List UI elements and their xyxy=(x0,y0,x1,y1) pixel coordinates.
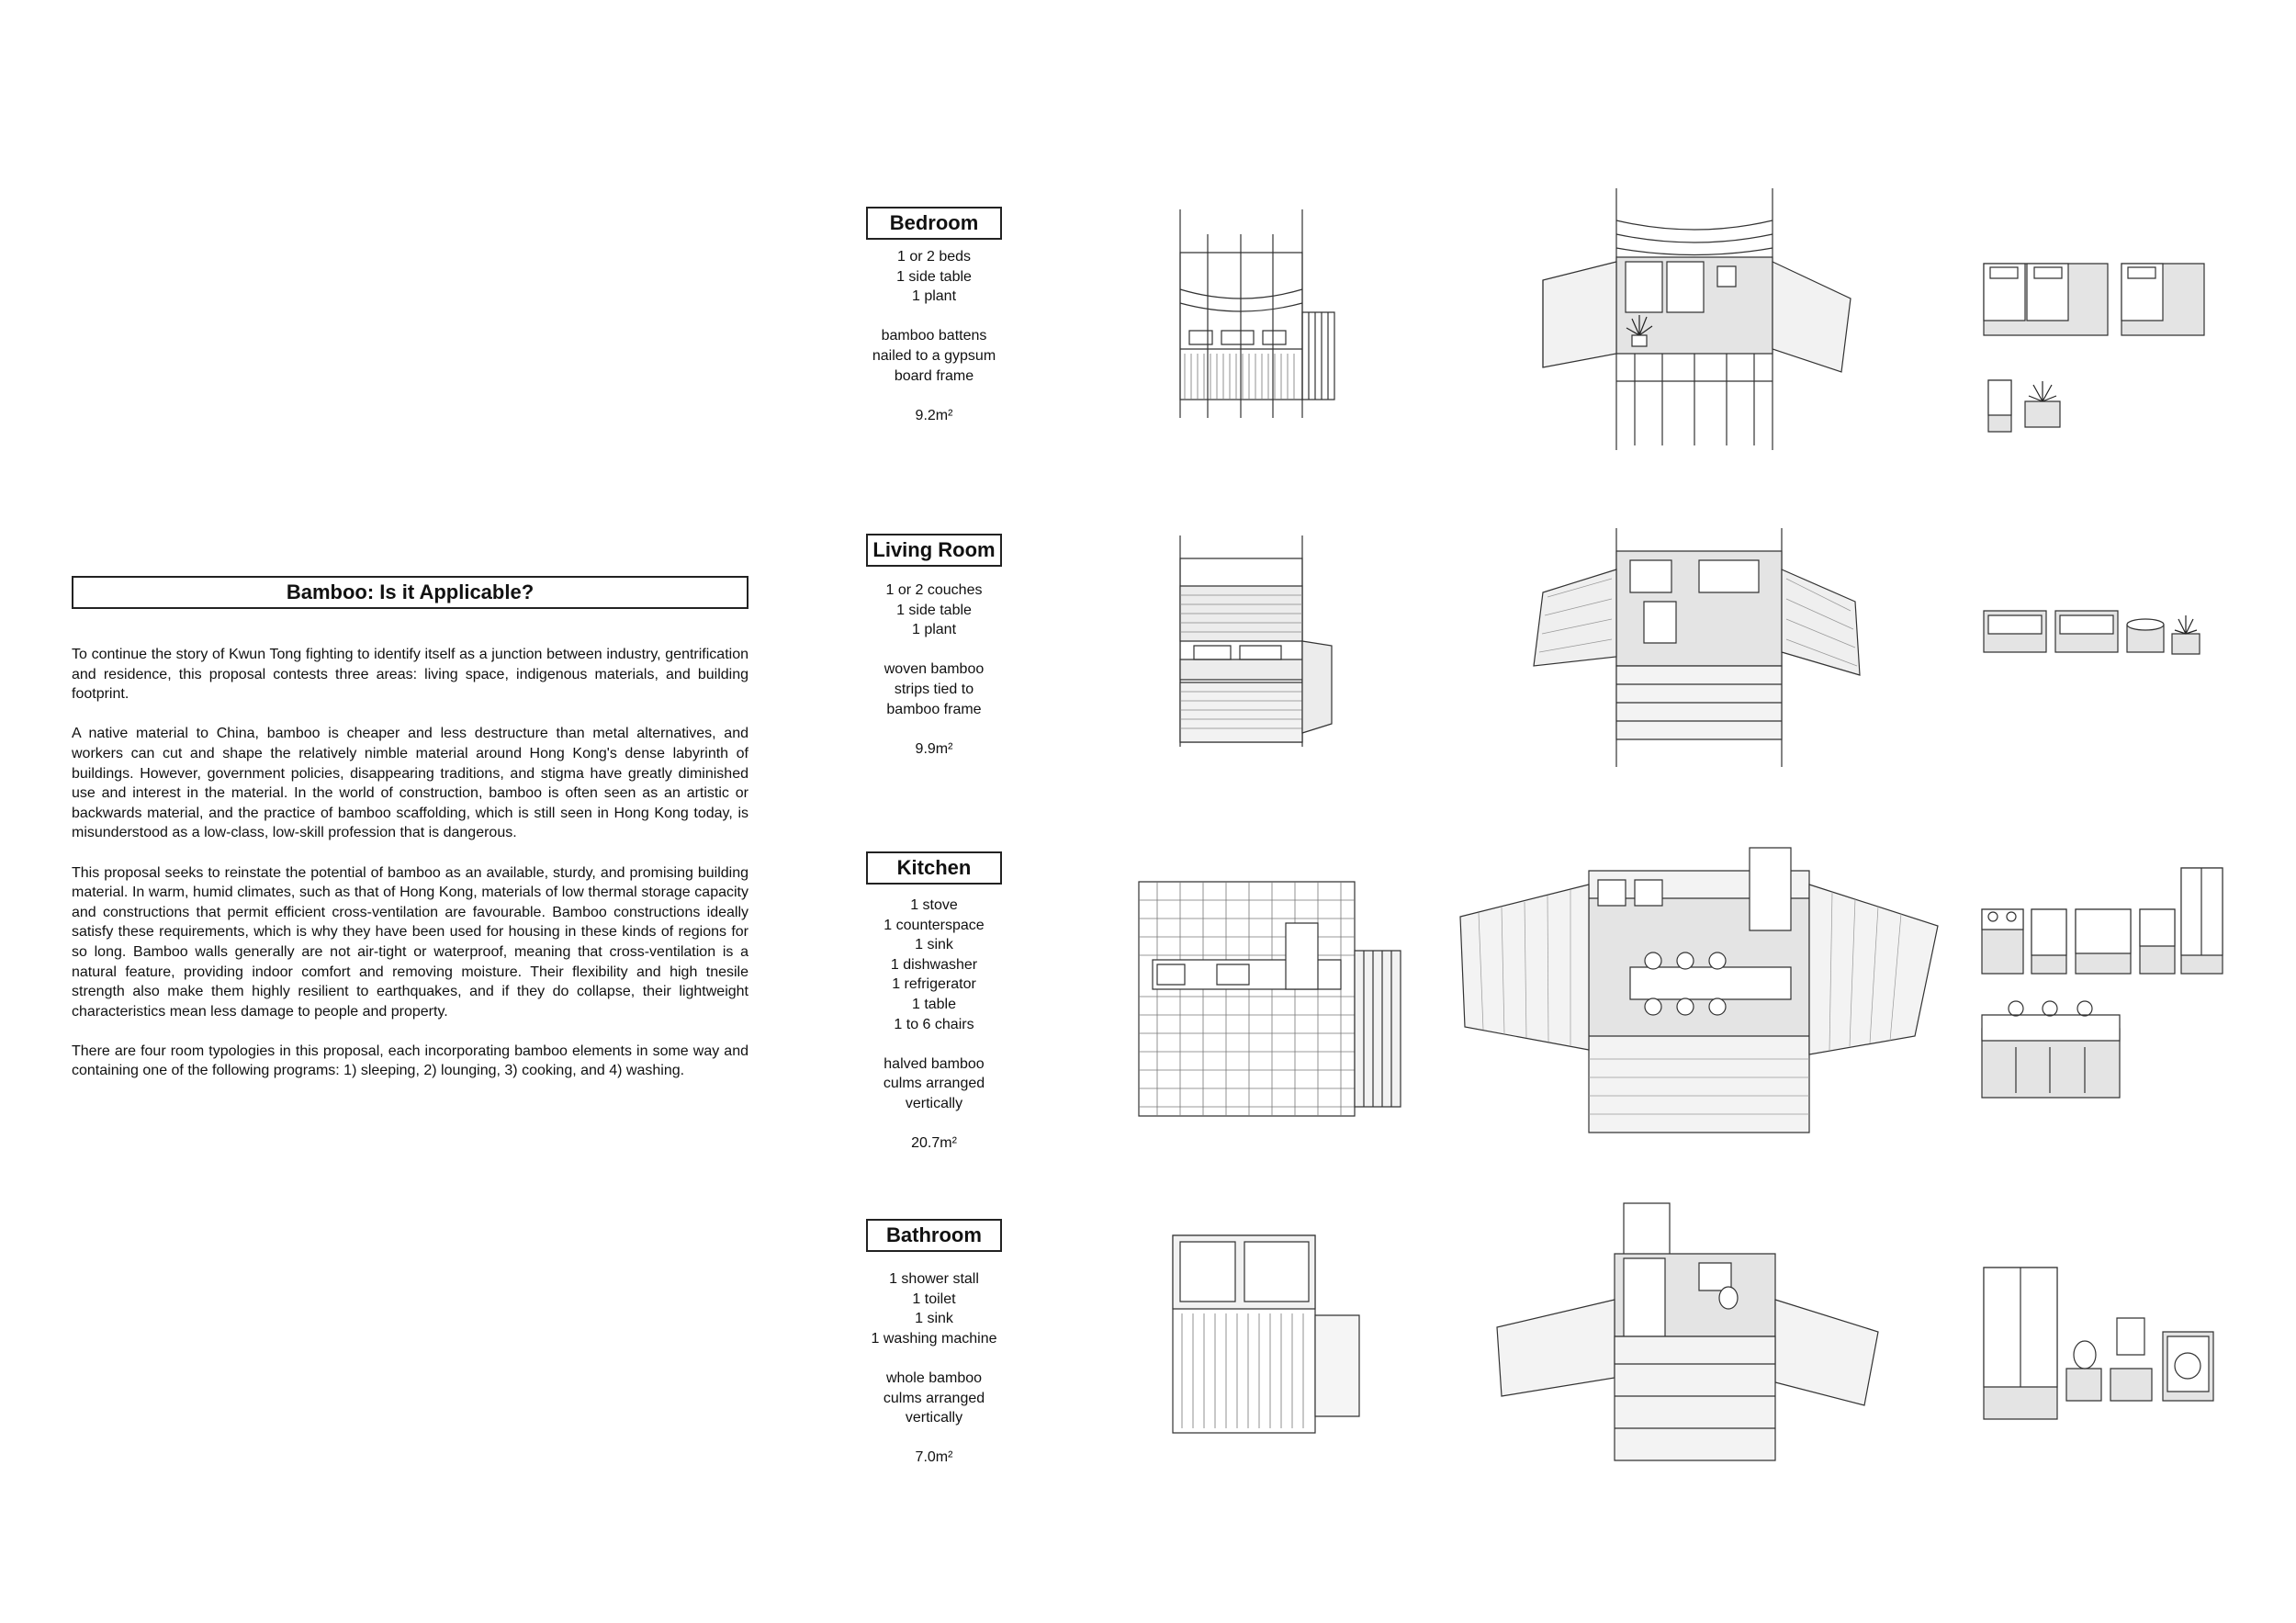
kitchen-section-drawing xyxy=(1125,877,1410,1127)
bedroom-axonometric-drawing xyxy=(1525,188,1874,455)
furniture-item: 1 plant xyxy=(911,622,957,638)
material-line: nailed to a gypsum xyxy=(872,347,996,364)
essay-paragraph: There are four room typologies in this proposal, each incorporating bamboo elements in some way and containing one of the following programs: 1) sleeping, 2) lounging, 3) cooking, and 4) washing. xyxy=(72,1043,748,1079)
bedroom-furniture-drawing xyxy=(1979,259,2218,438)
furniture-item: 1 stove xyxy=(910,897,958,913)
material-line: culms arranged xyxy=(883,1390,985,1406)
living-room-axonometric-drawing xyxy=(1515,524,1883,772)
material-line: culms arranged xyxy=(883,1076,985,1092)
room-label-bathroom: Bathroom xyxy=(866,1219,1002,1252)
furniture-item: 1 side table xyxy=(896,268,972,285)
furniture-item: 1 sink xyxy=(915,937,953,953)
whole-bamboo-hatch xyxy=(1182,1313,1303,1428)
furniture-item: 1 counterspace xyxy=(884,917,985,933)
room-area: 20.7m² xyxy=(911,1135,957,1152)
living-room-section-drawing xyxy=(1166,531,1378,751)
bedroom-section-drawing xyxy=(1166,202,1378,423)
room-description-bathroom xyxy=(842,1269,1026,1468)
furniture-item: 1 side table xyxy=(896,602,972,618)
furniture-item: 1 refrigerator xyxy=(892,976,976,993)
material-line: vertically xyxy=(905,1410,963,1426)
essay-paragraph: This proposal seeks to reinstate the potential of bamboo as an available, sturdy, and promising building material. In warm, humid climates, such as that of Hong Kong, materials of low thermal storage capacity and constructions that permit efficient cross-ventilation are favourable. Bamboo constructions ideally satisfy these requirements, which is why they have been used for housing in these kinds of regions for so long. Bamboo walls generally are not air-tight or waterproof, meaning that cross-ventilation is a natural feature, providing indoor comfort and removing moisture. Their flexibility and high tnesile strength also make them highly resilient to earthquakes, and if they do collapse, their lightweight characteristics mean less damage to people and property. xyxy=(72,864,748,1020)
material-line: vertically xyxy=(905,1095,963,1111)
living-room-furniture-drawing xyxy=(1979,597,2218,666)
essay-paragraph: A native material to China, bamboo is cheaper and less destructure than metal alternatives, and workers can cut and shape the relatively nimble material around Hong Kong's dense labyrinth of buildings. However, government policies, disappearing traditions, and stigma have greatly diminished use and interest in the material. In the world of construction, bamboo is often seen as an artistic or backwards material, and the practice of bamboo scaffolding, which is still seen in Hong Kong today, is misunderstood as a low-class, low-skill profession that is dangerous. xyxy=(72,726,748,841)
material-line: woven bamboo xyxy=(884,661,985,678)
kitchen-furniture-drawing xyxy=(1975,863,2227,1102)
bathroom-section-drawing xyxy=(1162,1231,1373,1442)
furniture-item: 1 plant xyxy=(911,288,957,305)
material-line: bamboo frame xyxy=(886,701,982,717)
furniture-item: 1 shower stall xyxy=(889,1271,979,1287)
material-line: bamboo battens xyxy=(881,328,987,344)
bamboo-batten-hatch xyxy=(1185,354,1294,400)
room-description-kitchen xyxy=(842,896,1026,1154)
room-description-living-room xyxy=(842,580,1026,759)
furniture-item: 1 table xyxy=(911,996,957,1012)
halved-bamboo-hatch xyxy=(1139,882,1355,1116)
furniture-item: 1 or 2 couches xyxy=(885,582,983,598)
kitchen-axonometric-drawing xyxy=(1451,843,1947,1137)
furniture-item: 1 sink xyxy=(915,1311,953,1327)
material-line: halved bamboo xyxy=(884,1055,985,1072)
bathroom-axonometric-drawing xyxy=(1488,1199,1892,1465)
furniture-item: 1 toilet xyxy=(912,1291,956,1307)
essay-body xyxy=(72,645,748,1101)
room-area: 7.0m² xyxy=(915,1449,953,1466)
furniture-item: 1 dishwasher xyxy=(890,956,978,973)
room-label-bedroom: Bedroom xyxy=(866,207,1002,240)
furniture-item: 1 washing machine xyxy=(871,1330,997,1347)
essay-title: Bamboo: Is it Applicable? xyxy=(72,576,748,609)
material-line: strips tied to xyxy=(894,681,974,697)
room-label-living-room: Living Room xyxy=(866,534,1002,567)
material-line: board frame xyxy=(894,367,974,384)
room-area: 9.2m² xyxy=(915,407,953,423)
bathroom-furniture-drawing xyxy=(1975,1263,2227,1424)
furniture-item: 1 to 6 chairs xyxy=(894,1016,974,1032)
furniture-item: 1 or 2 beds xyxy=(896,249,972,265)
material-line: whole bamboo xyxy=(885,1369,983,1386)
room-description-bedroom xyxy=(842,247,1026,425)
essay-paragraph: To continue the story of Kwun Tong fighting to identify itself as a junction between industry, gentrification and residence, this proposal contests three areas: living space, indigenous materials, and building footprint. xyxy=(72,647,748,703)
room-area: 9.9m² xyxy=(915,740,953,757)
room-label-kitchen: Kitchen xyxy=(866,851,1002,885)
